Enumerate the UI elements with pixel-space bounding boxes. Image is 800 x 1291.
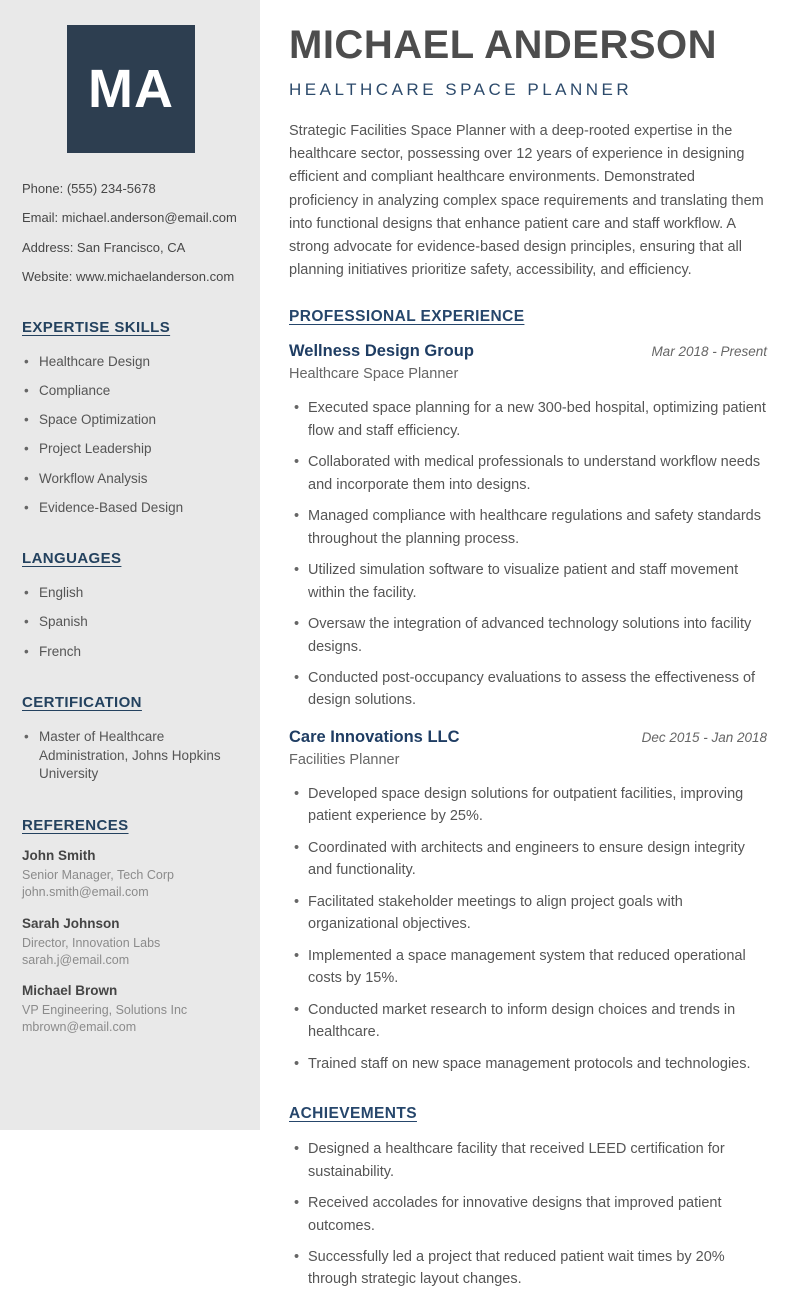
contact-website: Website: www.michaelanderson.com [22, 269, 235, 285]
job-role: Healthcare Space Planner [289, 366, 459, 383]
skill-item: • Evidence-Based Design [22, 499, 240, 518]
reference-name: Michael Brown [22, 983, 118, 999]
certification-section [22, 694, 240, 784]
certification-item: • Master of Healthcare Administration, Johns Hopkins University [22, 728, 240, 784]
language-item: • French [22, 643, 240, 662]
skills-heading: EXPERTISE SKILLS [22, 319, 171, 337]
reference-entry [22, 916, 240, 970]
experience-heading: PROFESSIONAL EXPERIENCE [289, 308, 525, 326]
candidate-job-title: HEALTHCARE SPACE PLANNER [289, 80, 633, 99]
references-section [22, 817, 240, 1037]
achievements-list [289, 1138, 767, 1291]
skills-list [22, 353, 240, 517]
monogram-initials: MA [88, 59, 174, 119]
contact-address: Address: San Francisco, CA [22, 239, 186, 255]
languages-section [22, 550, 240, 661]
avatar-monogram [67, 25, 195, 153]
job-bullet: • Conducted market research to inform design choices and trends in healthcare. [289, 999, 767, 1044]
job-bullet-list [289, 397, 767, 712]
reference-email: sarah.j@email.com [22, 952, 130, 967]
references-heading: REFERENCES [22, 817, 129, 835]
languages-list [22, 584, 240, 661]
job-bullet: • Facilitated stakeholder meetings to align project goals with organizational objectives. [289, 891, 767, 936]
reference-title: VP Engineering, Solutions Inc [22, 1003, 188, 1018]
main-content [260, 0, 800, 1288]
job-header [289, 728, 767, 747]
contact-phone: Phone: (555) 234-5678 [22, 181, 156, 196]
certification-heading: CERTIFICATION [22, 694, 142, 712]
sidebar [0, 0, 260, 1130]
languages-heading: LANGUAGES [22, 550, 122, 568]
job-bullet-list [289, 783, 767, 1075]
skill-item: • Space Optimization [22, 411, 240, 430]
reference-title: Director, Innovation Labs [22, 935, 161, 950]
job-bullet: • Coordinated with architects and engineers to ensure design integrity and functionality. [289, 837, 767, 882]
company-name: Care Innovations LLC [289, 727, 460, 746]
reference-entry [22, 983, 240, 1037]
contact-info [22, 181, 240, 286]
skills-section [22, 319, 240, 517]
language-item: • English [22, 584, 240, 603]
job-bullet: • Collaborated with medical professionals to understand workflow needs and incorporate them into designs. [289, 451, 767, 496]
job-header [289, 342, 767, 361]
summary-text: Strategic Facilities Space Planner with a deep-rooted expertise in the healthcare sector, possessing over 12 years of experience in designing efficient and compliant healthcare environments. Demonstrated proficiency in analyzing complex space requirements and translating them into functional designs that enhance patient care and staff workflow. A strong advocate for evidence-based design principles, ensuring that all planning initiatives prioritize safety, accessibility, and efficiency. [289, 123, 764, 279]
achievements-section [289, 1105, 767, 1291]
language-item: • Spanish [22, 613, 240, 632]
job-bullet: • Executed space planning for a new 300-bed hospital, optimizing patient flow and staff efficiency. [289, 397, 767, 442]
job-bullet: • Managed compliance with healthcare regulations and safety standards throughout the planning process. [289, 505, 767, 550]
job-bullet: • Oversaw the integration of advanced technology solutions into facility designs. [289, 613, 767, 658]
reference-title: Senior Manager, Tech Corp [22, 868, 174, 883]
achievement-item: • Received accolades for innovative designs that improved patient outcomes. [289, 1192, 767, 1237]
job-bullet: • Developed space design solutions for outpatient facilities, improving patient experience by 25%. [289, 783, 767, 828]
reference-name: Sarah Johnson [22, 915, 120, 931]
experience-section [289, 308, 767, 1075]
job-bullet: • Conducted post-occupancy evaluations to assess the effectiveness of design solutions. [289, 667, 767, 712]
job-entry [289, 342, 767, 712]
reference-email: john.smith@email.com [22, 885, 149, 900]
achievement-item: • Designed a healthcare facility that received LEED certification for sustainability. [289, 1138, 767, 1183]
job-entry [289, 728, 767, 1075]
job-dates: Mar 2018 - Present [651, 344, 767, 360]
candidate-name: MICHAEL ANDERSON [289, 23, 718, 67]
skill-item: • Project Leadership [22, 440, 240, 459]
job-dates: Dec 2015 - Jan 2018 [641, 729, 767, 745]
company-name: Wellness Design Group [289, 342, 474, 361]
skill-item: • Healthcare Design [22, 353, 240, 372]
reference-email: mbrown@email.com [22, 1020, 137, 1035]
achievements-heading: ACHIEVEMENTS [289, 1105, 417, 1123]
job-bullet: • Trained staff on new space management protocols and technologies. [289, 1053, 767, 1075]
reference-entry [22, 848, 240, 902]
certification-list [22, 728, 240, 784]
skill-item: • Workflow Analysis [22, 470, 240, 489]
job-role: Facilities Planner [289, 751, 400, 768]
achievement-item: • Successfully led a project that reduced patient wait times by 20% through strategic layout changes. [289, 1246, 767, 1291]
job-bullet: • Utilized simulation software to visualize patient and staff movement within the facility. [289, 559, 767, 604]
skill-item: • Compliance [22, 382, 240, 401]
reference-name: John Smith [22, 848, 96, 864]
job-bullet: • Implemented a space management system that reduced operational costs by 15%. [289, 945, 767, 990]
contact-email: Email: michael.anderson@email.com [22, 210, 237, 226]
